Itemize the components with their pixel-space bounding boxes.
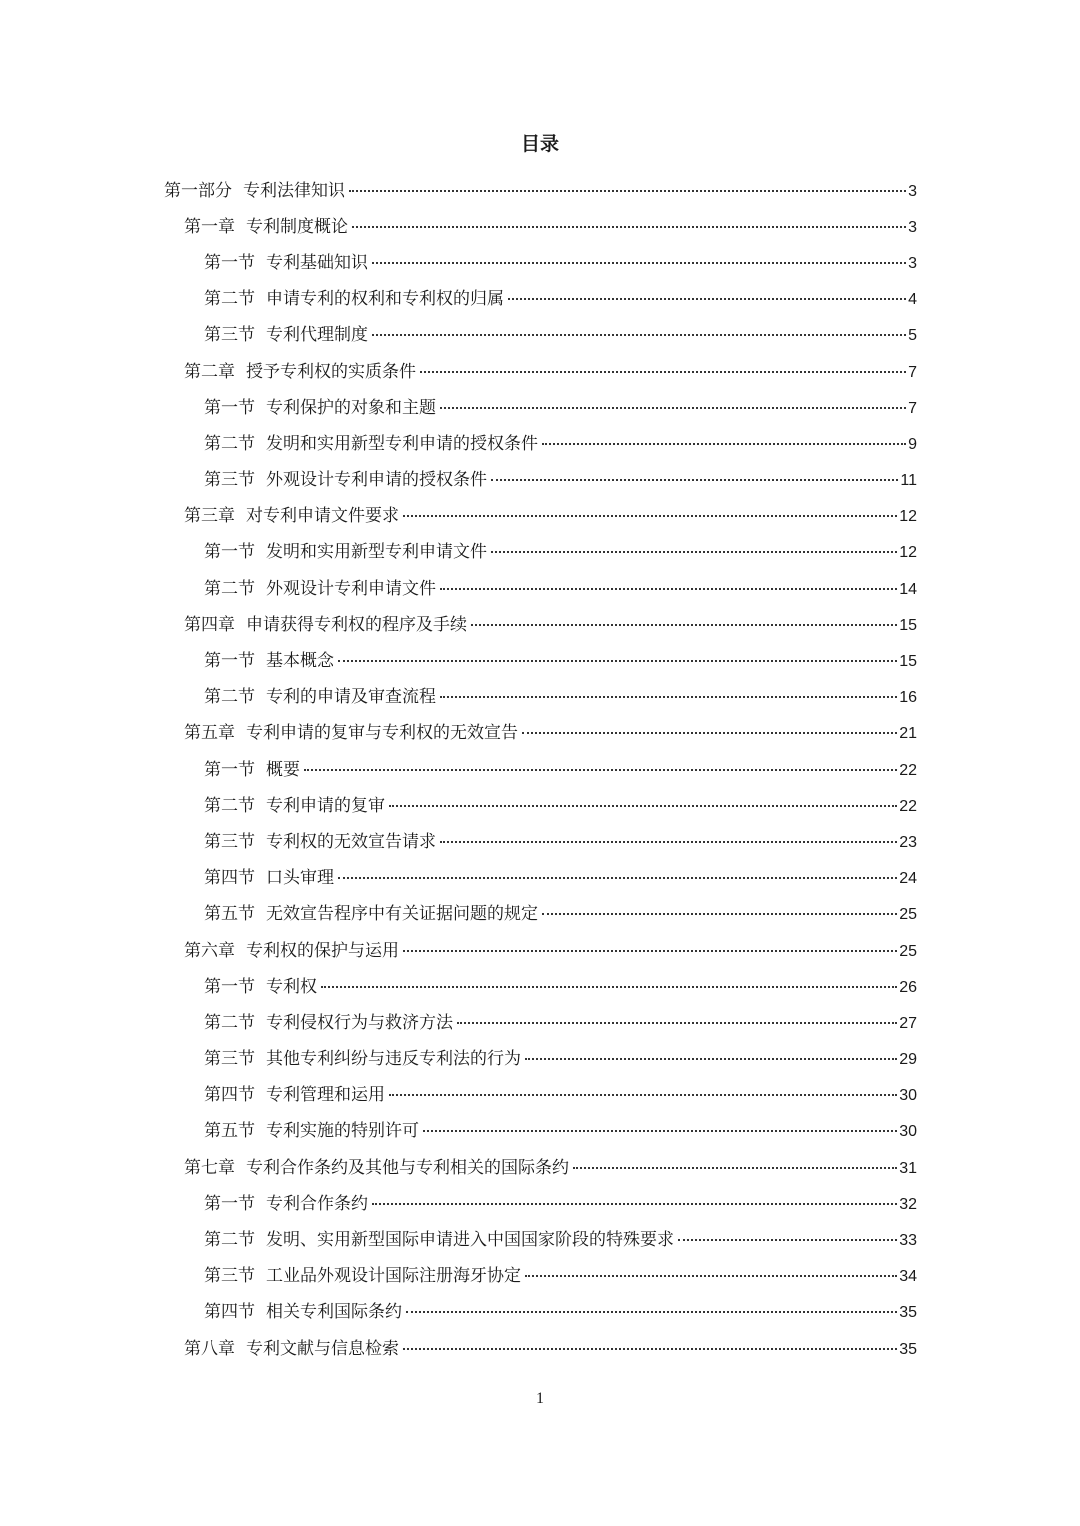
toc-entry-page: 25 bbox=[899, 906, 917, 924]
toc-entry-number: 第五节 bbox=[204, 1121, 255, 1142]
dot-leader bbox=[423, 1130, 897, 1132]
toc-entry-number: 第七章 bbox=[184, 1157, 235, 1178]
dot-leader bbox=[508, 298, 906, 300]
toc-entry-page: 22 bbox=[899, 797, 917, 815]
toc-entry-title: 口头审理 bbox=[266, 868, 334, 889]
dot-leader bbox=[420, 371, 906, 373]
toc-entry[interactable] bbox=[0, 390, 1080, 426]
toc-entry-title: 专利文献与信息检索 bbox=[246, 1338, 399, 1359]
toc-entry-number: 第一节 bbox=[204, 651, 255, 672]
toc-entry-page: 16 bbox=[899, 689, 917, 707]
toc-entry-title: 发明和实用新型专利申请文件 bbox=[266, 542, 487, 563]
toc-entry-page: 25 bbox=[899, 942, 917, 960]
toc-entry-page: 9 bbox=[908, 435, 917, 453]
toc-entry[interactable] bbox=[0, 1186, 1080, 1222]
toc-entry-title: 发明、实用新型国际申请进入中国国家阶段的特殊要求 bbox=[266, 1230, 674, 1251]
dot-leader bbox=[389, 1094, 897, 1096]
toc-entry-title: 专利代理制度 bbox=[266, 325, 368, 346]
toc-entry-number: 第一节 bbox=[204, 759, 255, 780]
toc-entry-page: 12 bbox=[899, 508, 917, 526]
toc-entry-number: 第一节 bbox=[204, 976, 255, 997]
toc-entry-number: 第一部分 bbox=[164, 180, 232, 201]
toc-entry-title: 专利权 bbox=[266, 976, 317, 997]
dot-leader bbox=[471, 624, 897, 626]
dot-leader bbox=[522, 732, 897, 734]
toc-entry-page: 21 bbox=[899, 725, 917, 743]
dot-leader bbox=[349, 190, 906, 192]
dot-leader bbox=[525, 1275, 897, 1277]
toc-entry[interactable] bbox=[0, 1114, 1080, 1150]
dot-leader bbox=[372, 1203, 897, 1205]
toc-entry-title: 发明和实用新型专利申请的授权条件 bbox=[266, 433, 538, 454]
toc-entry[interactable] bbox=[0, 1078, 1080, 1114]
toc-entry-title: 工业品外观设计国际注册海牙协定 bbox=[266, 1266, 521, 1287]
toc-entry-title: 专利法律知识 bbox=[243, 180, 345, 201]
toc-entry[interactable] bbox=[0, 680, 1080, 716]
toc-entry-page: 7 bbox=[908, 363, 917, 381]
toc-entry-page: 34 bbox=[899, 1268, 917, 1286]
toc-entry-title: 专利侵权行为与救济方法 bbox=[266, 1012, 453, 1033]
dot-leader bbox=[403, 950, 897, 952]
toc-entry-title: 概要 bbox=[266, 759, 300, 780]
dot-leader bbox=[440, 407, 906, 409]
toc-entry-number: 第三节 bbox=[204, 1266, 255, 1287]
toc-entry[interactable] bbox=[0, 173, 1080, 209]
toc-entry[interactable] bbox=[0, 282, 1080, 318]
toc-entry-number: 第四节 bbox=[204, 868, 255, 889]
toc-entry-page: 3 bbox=[908, 254, 917, 272]
dot-leader bbox=[338, 660, 897, 662]
dot-leader bbox=[491, 551, 897, 553]
toc-entry-title: 专利制度概论 bbox=[246, 216, 348, 237]
toc-entry[interactable] bbox=[0, 571, 1080, 607]
toc-entry-number: 第二章 bbox=[184, 361, 235, 382]
dot-leader bbox=[338, 877, 897, 879]
dot-leader bbox=[542, 443, 906, 445]
toc-entry-number: 第三节 bbox=[204, 325, 255, 346]
toc-entry-number: 第四章 bbox=[184, 614, 235, 635]
toc-entry-number: 第五节 bbox=[204, 904, 255, 925]
toc-entry[interactable] bbox=[0, 1331, 1080, 1367]
toc-entry[interactable] bbox=[0, 1005, 1080, 1041]
toc-entry-page: 3 bbox=[908, 218, 917, 236]
toc-entry-page: 15 bbox=[899, 653, 917, 671]
toc-entry[interactable] bbox=[0, 969, 1080, 1005]
toc-entry[interactable] bbox=[0, 426, 1080, 462]
dot-leader bbox=[403, 515, 897, 517]
toc-entry[interactable] bbox=[0, 824, 1080, 860]
toc-entry-title: 无效宣告程序中有关证据问题的规定 bbox=[266, 904, 538, 925]
toc-entry-title: 专利实施的特别许可 bbox=[266, 1121, 419, 1142]
toc-entry-number: 第三节 bbox=[204, 831, 255, 852]
toc-entry-page: 12 bbox=[899, 544, 917, 562]
dot-leader bbox=[372, 262, 906, 264]
toc-title: 目录 bbox=[520, 133, 559, 155]
dot-leader bbox=[440, 696, 897, 698]
toc-entry-number: 第一节 bbox=[204, 397, 255, 418]
toc-entry-number: 第四节 bbox=[204, 1085, 255, 1106]
toc-entry[interactable] bbox=[0, 607, 1080, 643]
toc-entry[interactable] bbox=[0, 788, 1080, 824]
toc-entry[interactable] bbox=[0, 463, 1080, 499]
toc-entry[interactable] bbox=[0, 499, 1080, 535]
dot-leader bbox=[304, 769, 897, 771]
toc-entry[interactable] bbox=[0, 1295, 1080, 1331]
dot-leader bbox=[440, 588, 897, 590]
toc-entry-title: 专利申请的复审与专利权的无效宣告 bbox=[246, 723, 518, 744]
toc-entry-number: 第二节 bbox=[204, 578, 255, 599]
toc-entry-page: 24 bbox=[899, 870, 917, 888]
dot-leader bbox=[372, 334, 906, 336]
toc-entry-title: 专利的申请及审查流程 bbox=[266, 687, 436, 708]
toc-entry-page: 4 bbox=[908, 291, 917, 309]
toc-entry[interactable] bbox=[0, 318, 1080, 354]
toc-entry-title: 专利权的无效宣告请求 bbox=[266, 831, 436, 852]
toc-entry-page: 22 bbox=[899, 761, 917, 779]
toc-entry-number: 第二节 bbox=[204, 687, 255, 708]
dot-leader bbox=[457, 1022, 897, 1024]
toc-entry-title: 专利合作条约 bbox=[266, 1193, 368, 1214]
toc-entry-title: 专利合作条约及其他与专利相关的国际条约 bbox=[246, 1157, 569, 1178]
toc-entry-title: 相关专利国际条约 bbox=[266, 1302, 402, 1323]
toc-entry-number: 第二节 bbox=[204, 433, 255, 454]
toc-entry-title: 授予专利权的实质条件 bbox=[246, 361, 416, 382]
toc-entry-page: 30 bbox=[899, 1087, 917, 1105]
toc-entry-title: 申请获得专利权的程序及手续 bbox=[246, 614, 467, 635]
toc-entry[interactable] bbox=[0, 535, 1080, 571]
dot-leader bbox=[491, 479, 898, 481]
dot-leader bbox=[440, 841, 897, 843]
toc-entry[interactable] bbox=[0, 245, 1080, 281]
toc-entry[interactable] bbox=[0, 643, 1080, 679]
toc-entry-page: 35 bbox=[899, 1304, 917, 1322]
toc-entry[interactable] bbox=[0, 752, 1080, 788]
toc-entry-page: 32 bbox=[899, 1195, 917, 1213]
toc-entry-title: 其他专利纠纷与违反专利法的行为 bbox=[266, 1049, 521, 1070]
toc-entry[interactable] bbox=[0, 861, 1080, 897]
toc-entry-number: 第四节 bbox=[204, 1302, 255, 1323]
toc-entry-number: 第五章 bbox=[184, 723, 235, 744]
toc-entry-page: 26 bbox=[899, 978, 917, 996]
toc-entry-page: 7 bbox=[908, 399, 917, 417]
toc-entry[interactable] bbox=[0, 1222, 1080, 1258]
toc-entry-number: 第二节 bbox=[204, 1012, 255, 1033]
toc-entry-page: 30 bbox=[899, 1123, 917, 1141]
toc-entry-page: 15 bbox=[899, 616, 917, 634]
toc-entry-page: 31 bbox=[899, 1159, 917, 1177]
toc-entry-title: 专利保护的对象和主题 bbox=[266, 397, 436, 418]
toc-entry-number: 第一节 bbox=[204, 252, 255, 273]
toc-entry-title: 申请专利的权利和专利权的归属 bbox=[266, 289, 504, 310]
toc-entry-page: 29 bbox=[899, 1051, 917, 1069]
toc-entry-number: 第二节 bbox=[204, 289, 255, 310]
dot-leader bbox=[352, 226, 906, 228]
toc-entry-title: 外观设计专利申请的授权条件 bbox=[266, 470, 487, 491]
dot-leader bbox=[321, 986, 897, 988]
toc-entry-page: 14 bbox=[899, 580, 917, 598]
toc-entry-number: 第二节 bbox=[204, 1230, 255, 1251]
dot-leader bbox=[403, 1348, 897, 1350]
dot-leader bbox=[525, 1058, 897, 1060]
toc-entry-number: 第一节 bbox=[204, 542, 255, 563]
toc-entry-page: 3 bbox=[908, 182, 917, 200]
toc-entry-title: 外观设计专利申请文件 bbox=[266, 578, 436, 599]
toc-entry[interactable] bbox=[0, 933, 1080, 969]
toc-entry-page: 35 bbox=[899, 1340, 917, 1358]
toc-entry[interactable] bbox=[0, 1042, 1080, 1078]
toc-entry-title: 专利权的保护与运用 bbox=[246, 940, 399, 961]
toc-entry-number: 第三节 bbox=[204, 1049, 255, 1070]
dot-leader bbox=[389, 805, 897, 807]
toc-entry-page: 27 bbox=[899, 1014, 917, 1032]
toc-entry-page: 5 bbox=[908, 327, 917, 345]
toc-entry[interactable] bbox=[0, 716, 1080, 752]
toc-entry-number: 第一节 bbox=[204, 1193, 255, 1214]
toc-entry-title: 基本概念 bbox=[266, 651, 334, 672]
page-number: 1 bbox=[536, 1390, 544, 1407]
toc-entry-number: 第二节 bbox=[204, 795, 255, 816]
dot-leader bbox=[542, 913, 897, 915]
toc-entry-page: 11 bbox=[900, 472, 917, 490]
toc-entry[interactable] bbox=[0, 1259, 1080, 1295]
toc-entry-title: 专利申请的复审 bbox=[266, 795, 385, 816]
toc-entry[interactable] bbox=[0, 897, 1080, 933]
toc-list bbox=[0, 173, 1080, 1367]
toc-entry-page: 33 bbox=[899, 1232, 917, 1250]
toc-entry[interactable] bbox=[0, 209, 1080, 245]
toc-entry-number: 第六章 bbox=[184, 940, 235, 961]
dot-leader bbox=[678, 1239, 897, 1241]
dot-leader bbox=[573, 1167, 897, 1169]
toc-entry-number: 第三章 bbox=[184, 506, 235, 527]
toc-entry-number: 第一章 bbox=[184, 216, 235, 237]
toc-entry-title: 专利基础知识 bbox=[266, 252, 368, 273]
toc-entry-number: 第三节 bbox=[204, 470, 255, 491]
dot-leader bbox=[406, 1311, 897, 1313]
toc-entry-title: 对专利申请文件要求 bbox=[246, 506, 399, 527]
toc-entry-page: 23 bbox=[899, 833, 917, 851]
toc-entry[interactable] bbox=[0, 1150, 1080, 1186]
toc-entry[interactable] bbox=[0, 354, 1080, 390]
toc-entry-title: 专利管理和运用 bbox=[266, 1085, 385, 1106]
toc-entry-number: 第八章 bbox=[184, 1338, 235, 1359]
